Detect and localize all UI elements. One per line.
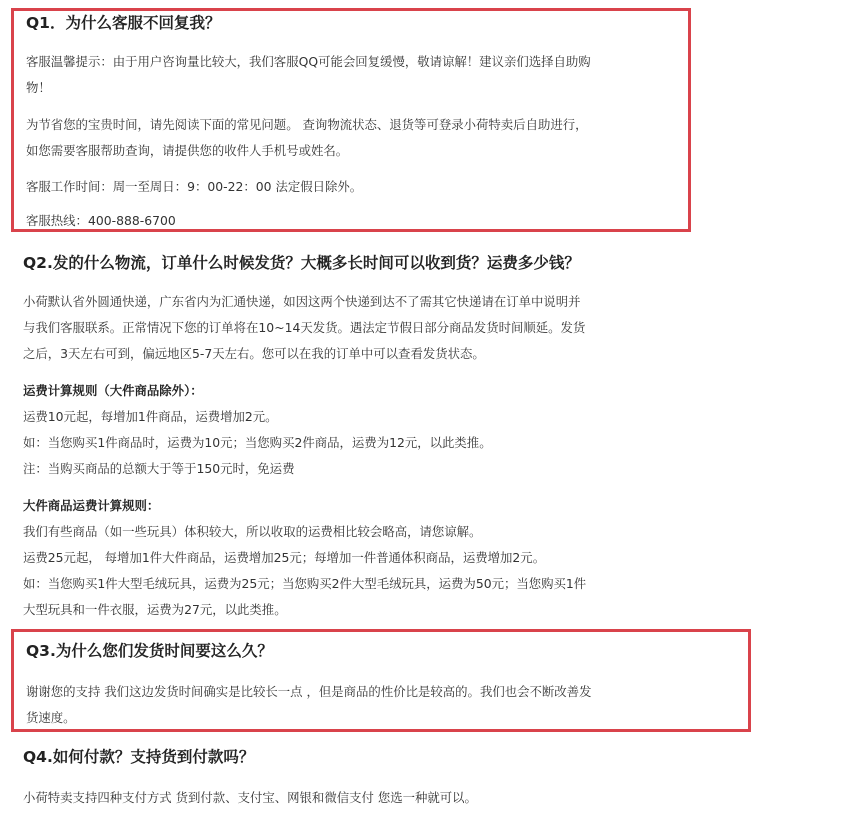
faq-q4-section — [11, 736, 811, 824]
faq-q2-shipping-line2: 与我们客服联系。正常情况下您的订单将在10~14天发货。遇法定节假日部分商品发货时间顺延。发货 — [23, 320, 586, 335]
faq-q2-bulky-heading: 大件商品运费计算规则： — [23, 498, 160, 513]
faq-q3-answer-line1: 谢谢您的支持 我们这边发货时间确实是比较长一点 ，但是商品的性价比是较高的。我们也会不断改善发 — [26, 684, 592, 699]
faq-q2-title: Q2.发的什么物流，订单什么时候发货？大概多长时间可以收到货？运费多少钱？ — [23, 254, 580, 272]
faq-q1-title: Q1．为什么客服不回复我？ — [26, 14, 221, 32]
faq-q1-hours: 客服工作时间：周一至周日：9：00-22：00 法定假日除外。 — [26, 179, 363, 194]
faq-q2-shipping-line1: 小荷默认省外圆通快递，广东省内为汇通快递，如因这两个快递到达不了需其它快递请在订单中说明并 — [23, 294, 581, 309]
faq-q3-title: Q3.为什么您们发货时间要这么久？ — [26, 642, 273, 660]
faq-q1-advice-line2: 如您需要客服帮助查询，请提供您的收件人手机号或姓名。 — [26, 143, 349, 158]
faq-q2-bulky-line1: 我们有些商品（如一些玩具）体积较大，所以收取的运费相比较会略高，请您谅解。 — [23, 524, 482, 539]
faq-q1-hotline: 客服热线：400-888-6700 — [26, 213, 176, 228]
faq-q2-rule-heading: 运费计算规则（大件商品除外）： — [23, 383, 203, 398]
faq-q1-tip-line2: 物！ — [26, 80, 51, 95]
faq-q3-section — [11, 629, 751, 732]
faq-q4-answer: 小荷特卖支持四种支付方式 货到付款、支付宝、网银和微信支付 您选一种就可以。 — [23, 790, 477, 805]
faq-q2-rule-line2: 如：当您购买1件商品时，运费为10元；当您购买2件商品，运费为12元，以此类推。 — [23, 435, 492, 450]
faq-q2-bulky-line2: 运费25元起， 每增加1件大件商品，运费增加25元；每增加一件普通体积商品，运费增加2元。 — [23, 550, 546, 565]
faq-q1-section — [11, 8, 691, 232]
faq-q2-rule-line1: 运费10元起，每增加1件商品，运费增加2元。 — [23, 409, 278, 424]
faq-q2-bulky-line3: 如：当您购买1件大型毛绒玩具，运费为25元；当您购买2件大型毛绒玩具，运费为50元；当您购买1件 — [23, 576, 587, 591]
faq-q1-advice-line1: 为节省您的宝贵时间，请先阅读下面的常见问题。 查询物流状态、退货等可登录小荷特卖后自助进行， — [26, 117, 588, 132]
faq-q4-title: Q4.如何付款？支持货到付款吗？ — [23, 748, 255, 766]
faq-q1-tip-line1: 客服温馨提示：由于用户咨询量比较大，我们客服QQ可能会回复缓慢，敬请谅解！建议亲们选择自助购 — [26, 54, 591, 69]
faq-q3-answer-line2: 货速度。 — [26, 710, 76, 725]
faq-q2-shipping-line3: 之后，3天左右可到，偏远地区5-7天左右。您可以在我的订单中可以查看发货状态。 — [23, 346, 485, 361]
faq-q2-bulky-line4: 大型玩具和一件衣服，运费为27元，以此类推。 — [23, 602, 287, 617]
faq-q2-section — [11, 240, 811, 630]
faq-q2-rule-line3: 注：当购买商品的总额大于等于150元时，免运费 — [23, 461, 295, 476]
